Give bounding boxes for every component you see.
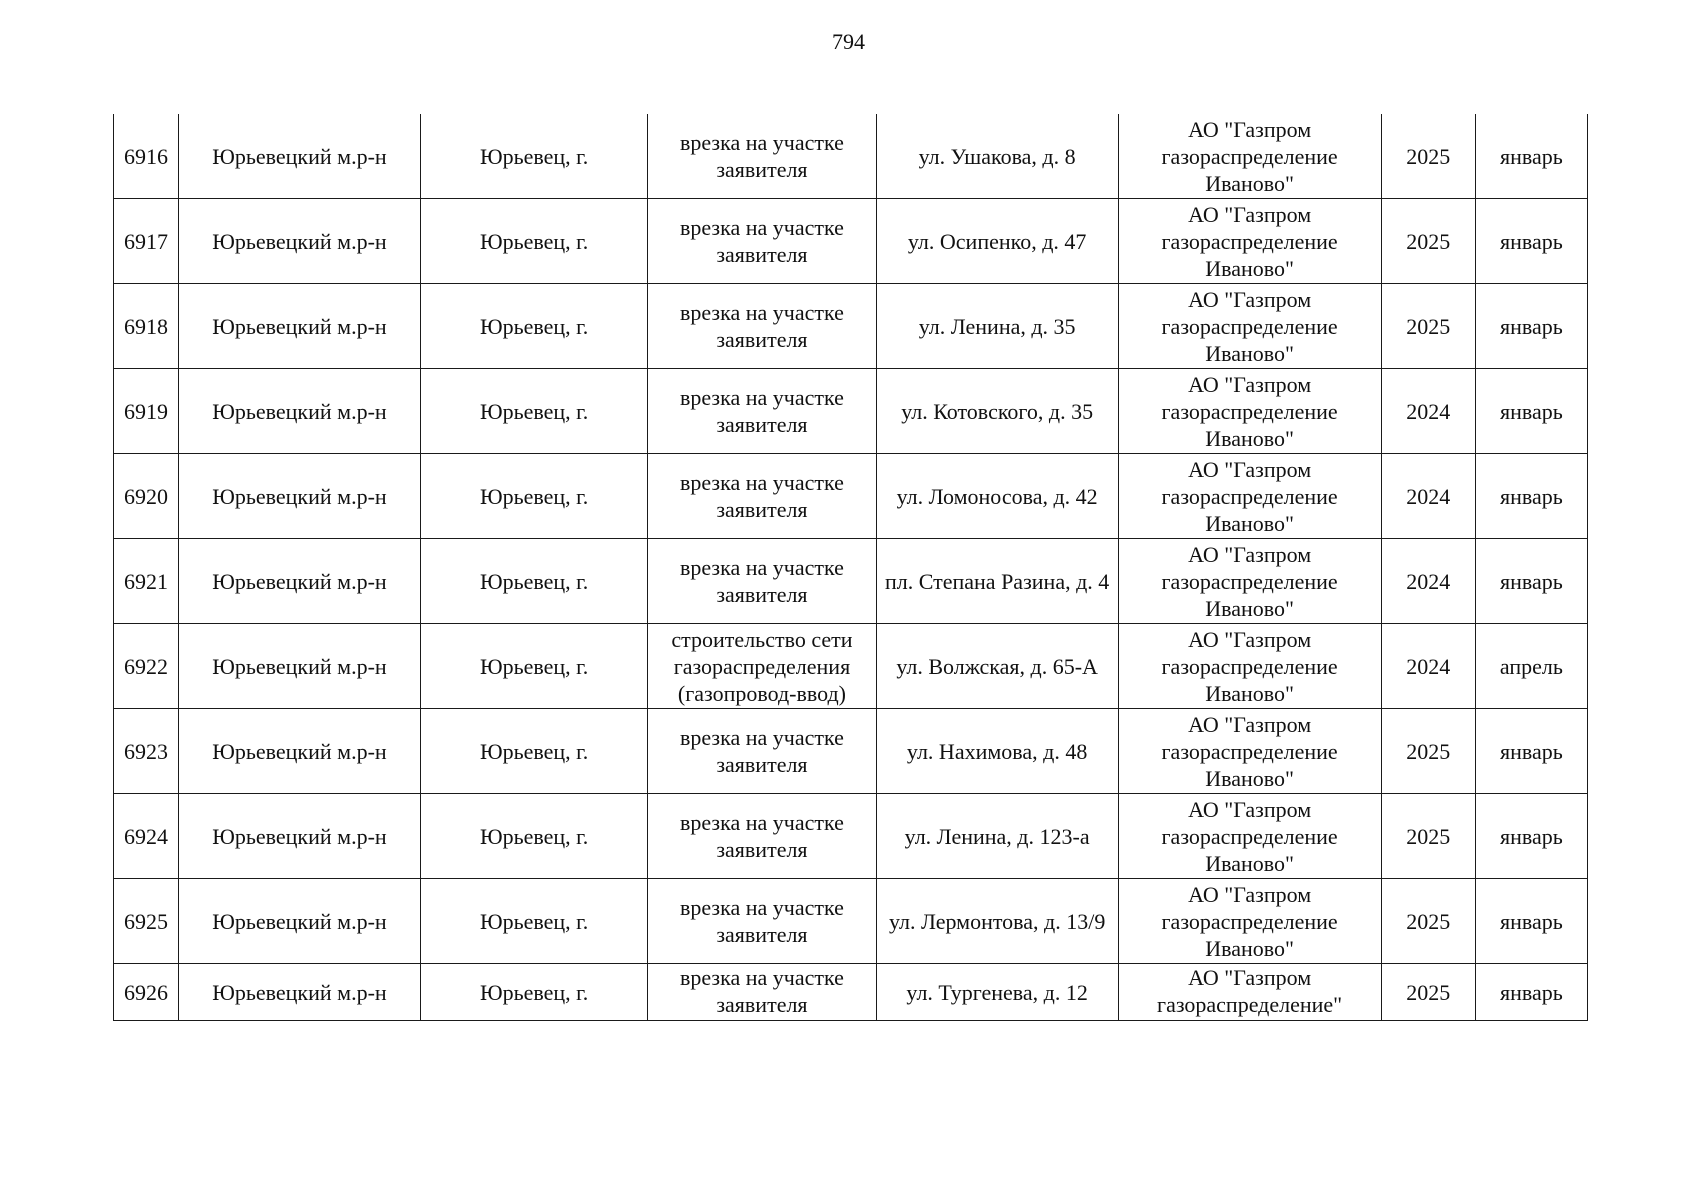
cell-work-type: врезка на участке заявителя bbox=[648, 284, 876, 369]
table-row bbox=[114, 454, 1588, 539]
table-row bbox=[114, 709, 1588, 794]
table-row bbox=[114, 879, 1588, 964]
table-row bbox=[114, 369, 1588, 454]
cell-month: январь bbox=[1475, 114, 1587, 199]
cell-locality: Юрьевец, г. bbox=[420, 199, 647, 284]
cell-organization: АО "Газпром газораспределение Иваново" bbox=[1118, 369, 1381, 454]
cell-address: ул. Лермонтова, д. 13/9 bbox=[876, 879, 1118, 964]
cell-district: Юрьевецкий м.р-н bbox=[178, 624, 420, 709]
cell-year: 2025 bbox=[1381, 964, 1475, 1021]
cell-address: ул. Тургенева, д. 12 bbox=[876, 964, 1118, 1021]
cell-address: ул. Котовского, д. 35 bbox=[876, 369, 1118, 454]
cell-work-type: врезка на участке заявителя bbox=[648, 369, 876, 454]
cell-locality: Юрьевец, г. bbox=[420, 284, 647, 369]
cell-month: январь bbox=[1475, 709, 1587, 794]
cell-num: 6919 bbox=[114, 369, 179, 454]
table-row bbox=[114, 964, 1588, 1021]
cell-district: Юрьевецкий м.р-н bbox=[178, 964, 420, 1021]
cell-organization: АО "Газпром газораспределение Иваново" bbox=[1118, 114, 1381, 199]
cell-organization: АО "Газпром газораспределение Иваново" bbox=[1118, 199, 1381, 284]
cell-address: ул. Ушакова, д. 8 bbox=[876, 114, 1118, 199]
cell-locality: Юрьевец, г. bbox=[420, 369, 647, 454]
cell-month: январь bbox=[1475, 539, 1587, 624]
cell-address: пл. Степана Разина, д. 4 bbox=[876, 539, 1118, 624]
cell-work-type: врезка на участке заявителя bbox=[648, 964, 876, 1021]
table-row bbox=[114, 794, 1588, 879]
data-table bbox=[113, 114, 1588, 1021]
cell-year: 2025 bbox=[1381, 794, 1475, 879]
cell-month: январь bbox=[1475, 879, 1587, 964]
cell-district: Юрьевецкий м.р-н bbox=[178, 454, 420, 539]
cell-work-type: врезка на участке заявителя bbox=[648, 199, 876, 284]
cell-locality: Юрьевец, г. bbox=[420, 454, 647, 539]
cell-organization: АО "Газпром газораспределение Иваново" bbox=[1118, 454, 1381, 539]
cell-year: 2025 bbox=[1381, 114, 1475, 199]
cell-work-type: врезка на участке заявителя bbox=[648, 879, 876, 964]
cell-address: ул. Ленина, д. 35 bbox=[876, 284, 1118, 369]
cell-num: 6917 bbox=[114, 199, 179, 284]
cell-locality: Юрьевец, г. bbox=[420, 539, 647, 624]
cell-num: 6918 bbox=[114, 284, 179, 369]
table-row bbox=[114, 539, 1588, 624]
cell-num: 6922 bbox=[114, 624, 179, 709]
page-number: 794 bbox=[832, 29, 865, 54]
cell-organization bbox=[1118, 964, 1381, 1021]
cell-district: Юрьевецкий м.р-н bbox=[178, 539, 420, 624]
cell-locality: Юрьевец, г. bbox=[420, 964, 647, 1021]
cell-address: ул. Нахимова, д. 48 bbox=[876, 709, 1118, 794]
cell-locality: Юрьевец, г. bbox=[420, 794, 647, 879]
cell-locality: Юрьевец, г. bbox=[420, 624, 647, 709]
cell-organization: АО "Газпром газораспределение Иваново" bbox=[1118, 284, 1381, 369]
cell-address: ул. Ленина, д. 123-а bbox=[876, 794, 1118, 879]
cell-work-type: врезка на участке заявителя bbox=[648, 114, 876, 199]
cell-organization: АО "Газпром газораспределение Иваново" bbox=[1118, 879, 1381, 964]
cell-month: январь bbox=[1475, 964, 1587, 1021]
cell-year: 2024 bbox=[1381, 624, 1475, 709]
cell-work-type: врезка на участке заявителя bbox=[648, 539, 876, 624]
cell-organization: АО "Газпром газораспределение Иваново" bbox=[1118, 794, 1381, 879]
cell-organization: АО "Газпром газораспределение Иваново" bbox=[1118, 624, 1381, 709]
cell-address: ул. Ломоносова, д. 42 bbox=[876, 454, 1118, 539]
cell-year: 2025 bbox=[1381, 284, 1475, 369]
cell-district: Юрьевецкий м.р-н bbox=[178, 199, 420, 284]
cell-num: 6923 bbox=[114, 709, 179, 794]
cell-num: 6916 bbox=[114, 114, 179, 199]
cell-locality: Юрьевец, г. bbox=[420, 114, 647, 199]
cell-work-type: строительство сети газораспределения (газопровод-ввод) bbox=[648, 624, 876, 709]
cell-month: январь bbox=[1475, 199, 1587, 284]
cell-num: 6926 bbox=[114, 964, 179, 1021]
cell-organization: АО "Газпром газораспределение Иваново" bbox=[1118, 709, 1381, 794]
cell-year: 2024 bbox=[1381, 539, 1475, 624]
cell-organization-text: АО "Газпром газораспределение" bbox=[1157, 965, 1343, 1017]
cell-month: январь bbox=[1475, 454, 1587, 539]
cell-num: 6924 bbox=[114, 794, 179, 879]
cell-work-type: врезка на участке заявителя bbox=[648, 794, 876, 879]
table-row bbox=[114, 199, 1588, 284]
table-row bbox=[114, 624, 1588, 709]
cell-district: Юрьевецкий м.р-н bbox=[178, 369, 420, 454]
cell-organization: АО "Газпром газораспределение Иваново" bbox=[1118, 539, 1381, 624]
cell-address: ул. Осипенко, д. 47 bbox=[876, 199, 1118, 284]
cell-work-type: врезка на участке заявителя bbox=[648, 709, 876, 794]
cell-locality: Юрьевец, г. bbox=[420, 879, 647, 964]
cell-district: Юрьевецкий м.р-н bbox=[178, 284, 420, 369]
cell-year: 2025 bbox=[1381, 199, 1475, 284]
cell-num: 6925 bbox=[114, 879, 179, 964]
cell-year: 2024 bbox=[1381, 369, 1475, 454]
cell-month: январь bbox=[1475, 794, 1587, 879]
table-row bbox=[114, 284, 1588, 369]
cell-district: Юрьевецкий м.р-н bbox=[178, 794, 420, 879]
cell-district: Юрьевецкий м.р-н bbox=[178, 879, 420, 964]
cell-month: январь bbox=[1475, 369, 1587, 454]
cell-locality: Юрьевец, г. bbox=[420, 709, 647, 794]
cell-year: 2025 bbox=[1381, 879, 1475, 964]
cell-address: ул. Волжская, д. 65-А bbox=[876, 624, 1118, 709]
cell-year: 2025 bbox=[1381, 709, 1475, 794]
cell-work-type: врезка на участке заявителя bbox=[648, 454, 876, 539]
cell-month: январь bbox=[1475, 284, 1587, 369]
cell-num: 6921 bbox=[114, 539, 179, 624]
cell-district: Юрьевецкий м.р-н bbox=[178, 114, 420, 199]
cell-month: апрель bbox=[1475, 624, 1587, 709]
table-row bbox=[114, 114, 1588, 199]
cell-district: Юрьевецкий м.р-н bbox=[178, 709, 420, 794]
cell-num: 6920 bbox=[114, 454, 179, 539]
cell-year: 2024 bbox=[1381, 454, 1475, 539]
